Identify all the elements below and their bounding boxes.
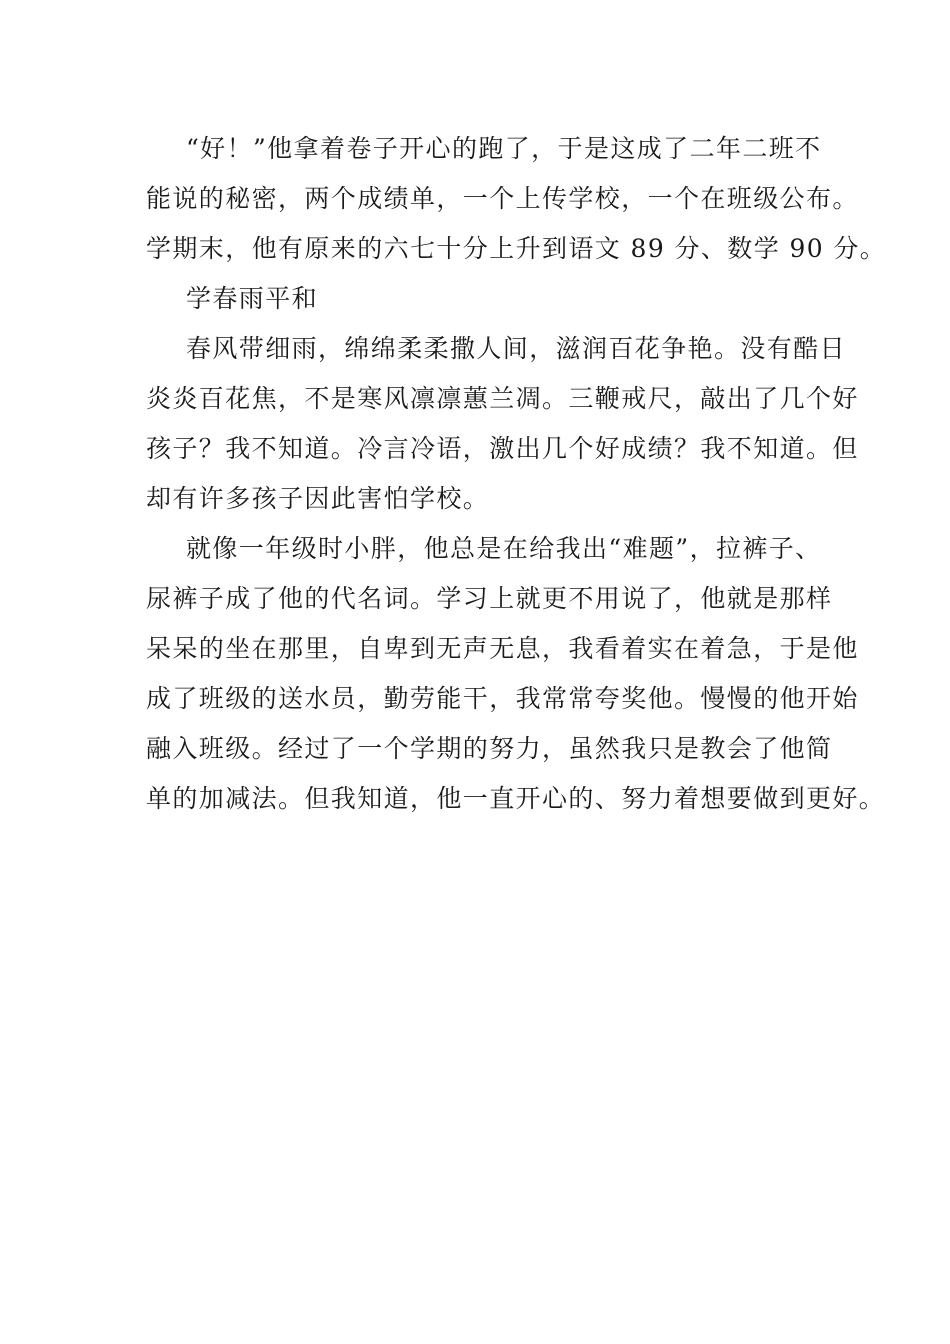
paragraph-line: 就像一年级时小胖，他总是在给我出“难题”，拉裤子、 [186,534,822,563]
paragraph-line: 学期末，他有原来的六七十分上升到语文 89 分、数学 90 分。 [146,234,887,263]
paragraph-line: 学春雨平和 [186,284,319,313]
paragraph-line: 却有许多孩子因此害怕学校。 [146,484,490,513]
paragraph-line: 成了班级的送水员，勤劳能干，我常常夸奖他。慢慢的他开始 [146,684,859,713]
paragraph-3 [146,324,859,524]
paragraph-line: 呆呆的坐在那里，自卑到无声无息，我看着实在着急，于是他 [146,634,859,663]
paragraph-line: 尿裤子成了他的代名词。学习上就更不用说了，他就是那样 [146,584,833,613]
paragraph-2 [146,274,818,324]
paragraph-line: 春风带细雨，绵绵柔柔撒人间，滋润百花争艳。没有酷日 [186,334,847,363]
paragraph-line: 孩子？我不知道。冷言冷语，激出几个好成绩？我不知道。但 [146,434,859,463]
paragraph-1 [146,124,887,274]
paragraph-line: 单的加减法。但我知道，他一直开心的、努力着想要做到更好。 [146,784,886,813]
paragraph-line: 融入班级。经过了一个学期的努力，虽然我只是教会了他简 [146,734,833,763]
paragraph-line: 能说的秘密，两个成绩单，一个上传学校，一个在班级公布。 [146,184,859,213]
paragraph-line: 炎炎百花焦，不是寒风凛凛蕙兰凋。三鞭戒尺，敲出了几个好 [146,384,859,413]
paragraph-4 [146,524,886,824]
paragraph-line: “好！”他拿着卷子开心的跑了，于是这成了二年二班不 [186,134,822,163]
document-body [146,124,887,824]
